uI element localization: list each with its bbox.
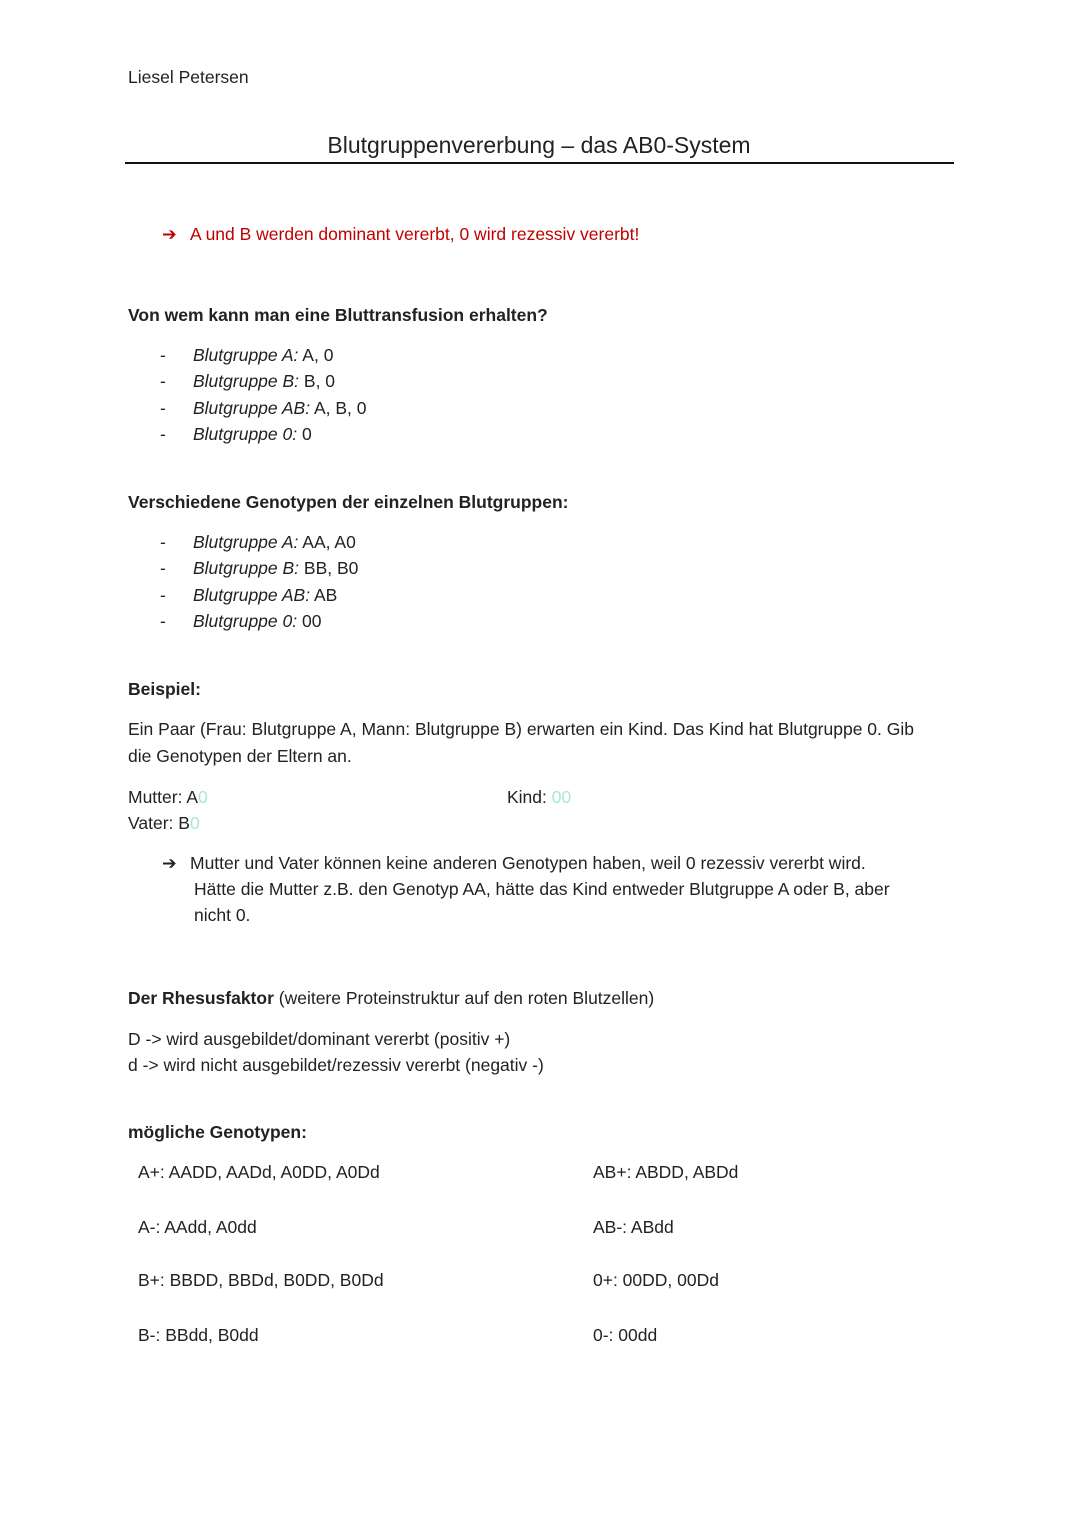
arrow-icon: ➔ bbox=[162, 224, 177, 244]
list-item: - Blutgruppe A: AA, A0 bbox=[160, 532, 356, 552]
father-genotype: Vater: B0 bbox=[128, 813, 200, 833]
transfusion-list bbox=[160, 342, 367, 448]
list-item: - Blutgruppe A: A, 0 bbox=[160, 345, 334, 365]
conclusion: ➔ Mutter und Vater können keine anderen Genotypen haben, weil 0 rezessiv vererbt wird. Hätte die Mutter z.B. den Genotyp AA, hätte das Kind entweder Blutgruppe A oder B, aber nicht 0. bbox=[162, 850, 890, 928]
list-item: - Blutgruppe 0: 0 bbox=[160, 424, 312, 445]
genotype-0-negative: 0-: 00dd bbox=[593, 1325, 658, 1345]
author-name: Liesel Petersen bbox=[128, 67, 249, 87]
mother-genotype: Mutter: A0 bbox=[128, 787, 208, 807]
example-text-line1: Ein Paar (Frau: Blutgruppe A, Mann: Blutgruppe B) erwarten ein Kind. Das Kind hat Blutgruppe 0. Gib bbox=[128, 719, 914, 739]
genotypes-heading: Verschiedene Genotypen der einzelnen Blutgruppen: bbox=[128, 492, 569, 512]
genotype-ab-negative: AB-: ABdd bbox=[593, 1217, 674, 1237]
list-item: - Blutgruppe B: BB, B0 bbox=[160, 558, 359, 579]
example-heading: Beispiel: bbox=[128, 679, 201, 699]
dominance-note-text: A und B werden dominant vererbt, 0 wird rezessiv vererbt! bbox=[190, 224, 640, 244]
example-text-line2: die Genotypen der Eltern an. bbox=[128, 746, 352, 766]
list-item: - Blutgruppe AB: A, B, 0 bbox=[160, 397, 367, 418]
genotype-b-negative: B-: BBdd, B0dd bbox=[138, 1325, 259, 1345]
title-underline bbox=[125, 162, 954, 164]
genotype-a-negative: A-: AAdd, A0dd bbox=[138, 1217, 257, 1237]
rhesus-dominant: D -> wird ausgebildet/dominant vererbt (positiv +) bbox=[128, 1029, 511, 1049]
rhesus-recessive: d -> wird nicht ausgebildet/rezessiv vererbt (negativ -) bbox=[128, 1055, 544, 1075]
arrow-icon: ➔ bbox=[162, 853, 177, 873]
dominance-note bbox=[162, 221, 639, 247]
genotype-a-positive: A+: AADD, AADd, A0DD, A0Dd bbox=[138, 1162, 380, 1182]
rhesus-heading: Der Rhesusfaktor (weitere Proteinstruktur auf den roten Blutzellen) bbox=[128, 988, 655, 1008]
list-item: - Blutgruppe 0: 00 bbox=[160, 611, 322, 632]
genotype-b-positive: B+: BBDD, BBDd, B0DD, B0Dd bbox=[138, 1270, 384, 1290]
mother-answer: 0 bbox=[198, 787, 208, 807]
page-title: Blutgruppenvererbung – das AB0-System bbox=[327, 132, 751, 158]
genotypes-list bbox=[160, 529, 358, 635]
genotype-ab-positive: AB+: ABDD, ABDd bbox=[593, 1162, 739, 1182]
possible-genotypes-heading: mögliche Genotypen: bbox=[128, 1122, 307, 1142]
transfusion-heading: Von wem kann man eine Bluttransfusion erhalten? bbox=[128, 305, 548, 325]
father-answer: 0 bbox=[189, 813, 200, 833]
list-item: - Blutgruppe AB: AB bbox=[160, 584, 338, 605]
genotype-0-positive: 0+: 00DD, 00Dd bbox=[593, 1270, 719, 1290]
list-item: - Blutgruppe B: B, 0 bbox=[160, 371, 336, 392]
child-genotype: Kind: 00 bbox=[507, 787, 572, 807]
child-answer: 00 bbox=[551, 787, 572, 807]
